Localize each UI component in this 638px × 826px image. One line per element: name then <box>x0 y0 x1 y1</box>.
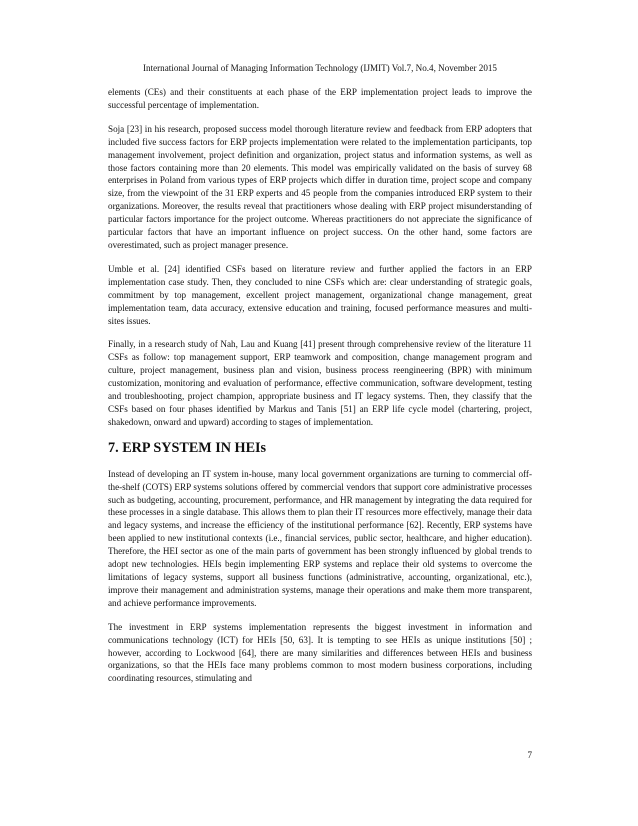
paragraph-ce-continuation: elements (CEs) and their constituents at each phase of the ERP implementation project leads to improve the successful percentage of implementation. <box>108 87 532 110</box>
paragraph-umble: Umble et al. [24] identified CSFs based on literature review and further applied the factors in an ERP implementation case study. Then, they concluded to nine CSFs which are: clear understanding of strategic goals, commitment by top management, excellent project management, organizational change management, great implementation team, data accuracy, extensive education and training, focused performance measures and multi-sites issues. <box>108 263 532 326</box>
body-text <box>108 86 532 696</box>
paragraph-erp-investment: The investment in ERP systems implementation represents the biggest investment in information and communications technology (ICT) for HEIs [50, 63]. It is tempting to see HEIs as unique institutions [50] ; however, according to Lockwood [64], there are many similarities and differences between HEIs and business organizations, so that the HEIs face many problems common to most modern business corporations, including coordinating resources, stimulating and <box>108 621 532 684</box>
page-number: 7 <box>527 750 532 760</box>
paragraph-cots-erp: Instead of developing an IT system in-house, many local government organizations are turning to commercial off-the-shelf (COTS) ERP systems solutions offered by commercial vendors that support core administrative processes such as budgeting, accounting, procurement, performance, and HR management by integrating the data required for these processes in a single database. This allows them to plan their IT resources more effectively, manage their data and legacy systems, and increase the efficiency of the institutional performance [62]. Recently, ERP systems have been applied to new institutional contexts (i.e., financial services, public sector, healthcare, and higher education). Therefore, the HEI sector as one of the main parts of government has been strongly influenced by global trends to adopt new technologies. HEIs begin implementing ERP systems and replace their old systems to overcome the limitations of legacy systems, support all business functions (administrative, accounting, organizational, etc.), improve their management and administration systems, manage their operations and make them more transparent, and achieve performance improvements. <box>108 468 532 608</box>
section-heading: 7. ERP SYSTEM IN HEIs <box>108 439 267 456</box>
paragraph-soja: Soja [23] in his research, proposed success model thorough literature review and feedback from ERP adopters that included five success factors for ERP projects implementation were related to the implementation participants, top management involvement, project definition and organization, project status and information systems, as well as those factors containing more than 20 elements. This model was empirically validated on the basis of survey 68 enterprises in Poland from various types of ERP projects which differ in duration time, project scope and company size, from the viewpoint of the 31 ERP experts and 45 people from the companies introduced ERP system to their organizations. Moreover, the results reveal that practitioners whose dealing with ERP project misunderstanding of particular factors importance for the project outcome. Whereas practitioners do not appreciate the significance of particular factors that have an important influence on project success. On the other hand, some factors are overestimated, such as project manager presence. <box>108 123 532 250</box>
paragraph-nah-lau-kuang: Finally, in a research study of Nah, Lau and Kuang [41] present through comprehensive review of the literature 11 CSFs as follow: top management support, ERP teamwork and composition, change management program and culture, project management, business plan and vision, business process reengineering (BPR) with minimum customization, monitoring and evaluation of performance, effective communication, software development, testing and troubleshooting, project champion, appropriate business and IT legacy systems. Then, they classify that the CSFs based on four phases identified by Markus and Tanis [51] an ERP life cycle model (chartering, project, shakedown, onward and upward) according to stages of implementation. <box>108 339 532 427</box>
running-header: International Journal of Managing Information Technology (IJMIT) Vol.7, No.4, November 2015 <box>143 63 497 73</box>
